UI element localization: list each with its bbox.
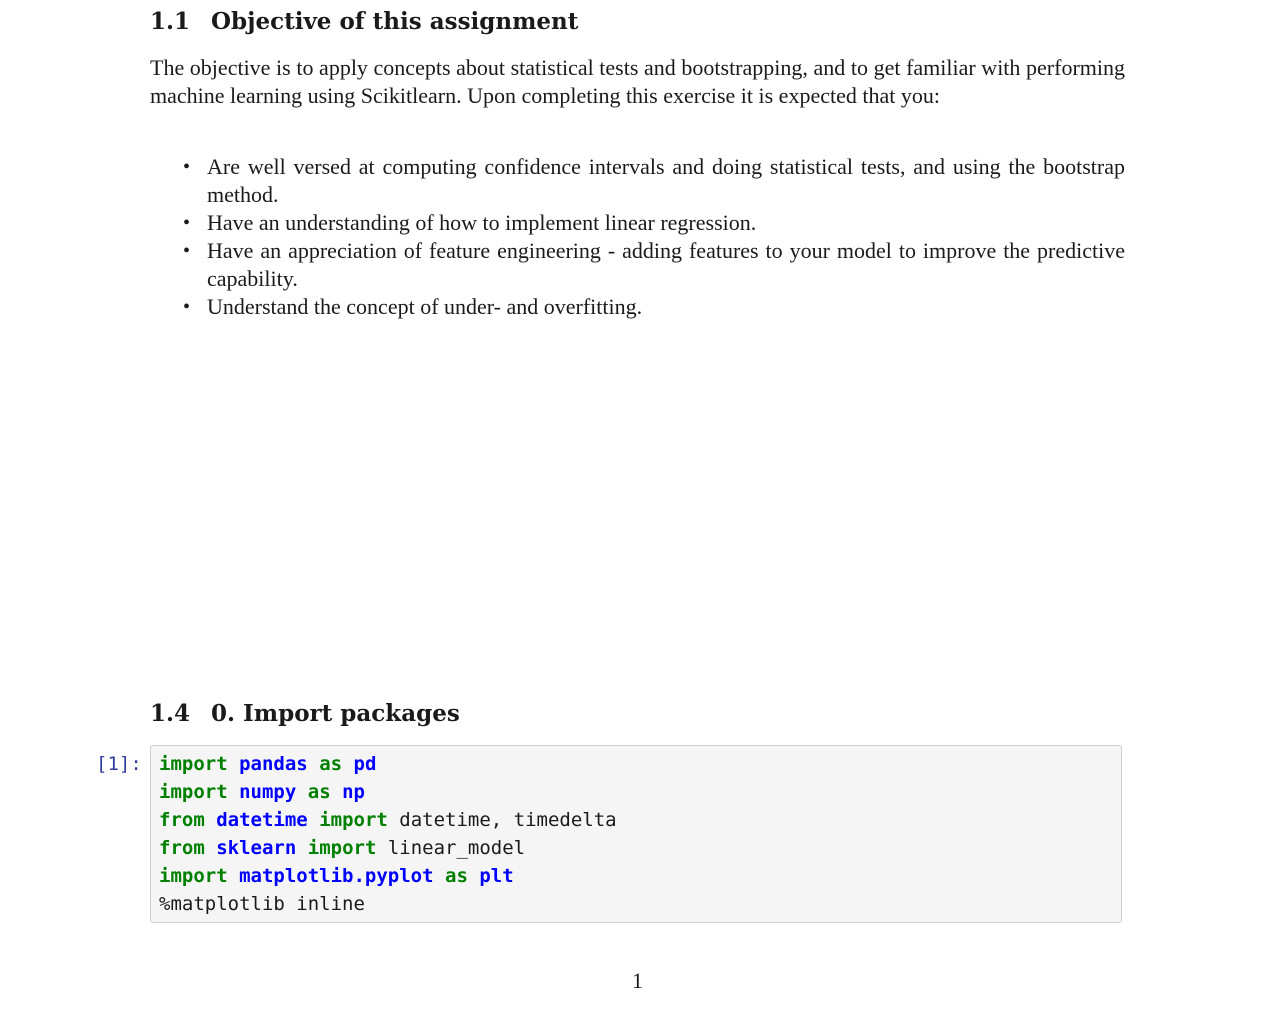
code-text <box>308 753 319 775</box>
code-line <box>159 750 1113 778</box>
list-item <box>150 209 1125 237</box>
bullet-icon: • <box>183 296 191 318</box>
code-identifier: pd <box>353 753 377 775</box>
code-line <box>159 806 1113 834</box>
code-text <box>308 809 319 831</box>
code-text <box>296 837 307 859</box>
code-line <box>159 834 1113 862</box>
code-identifier: pandas <box>239 753 308 775</box>
code-text <box>468 865 479 887</box>
code-keyword: import <box>159 781 228 803</box>
code-text <box>205 809 216 831</box>
code-keyword: from <box>159 837 205 859</box>
code-keyword: from <box>159 809 205 831</box>
code-text: datetime, timedelta <box>387 809 617 831</box>
code-keyword: as <box>307 781 331 803</box>
code-line <box>159 862 1113 890</box>
code-line <box>159 778 1113 806</box>
objective-text: Have an understanding of how to implement linear regression. <box>207 210 757 235</box>
section-number: 1.4 <box>150 700 191 727</box>
code-keyword: import <box>159 865 228 887</box>
code-identifier: matplotlib.pyplot <box>239 865 434 887</box>
code-text: %matplotlib inline <box>159 893 365 915</box>
bullet-icon: • <box>183 240 191 262</box>
code-text <box>434 865 445 887</box>
list-item <box>150 237 1125 293</box>
code-keyword: import <box>319 809 388 831</box>
page-number: 1 <box>632 968 643 993</box>
objective-text: Are well versed at computing confidence intervals and doing statistical tests, and using the bootstrap method. <box>207 154 1125 207</box>
section-title: Objective of this assignment <box>211 8 579 35</box>
code-keyword: as <box>319 753 343 775</box>
bullet-icon: • <box>183 212 191 234</box>
code-line <box>159 890 1113 918</box>
objective-text: Have an appreciation of feature engineering - adding features to your model to improve the predictive capability. <box>207 238 1125 291</box>
objective-text: Understand the concept of under- and overfitting. <box>207 294 643 319</box>
section-number: 1.1 <box>150 8 191 35</box>
code-identifier: plt <box>479 865 514 887</box>
code-keyword: as <box>445 865 468 887</box>
code-text <box>296 781 307 803</box>
list-item <box>150 293 1125 321</box>
code-text <box>228 781 239 803</box>
cell-prompt: [1]: <box>96 753 142 775</box>
code-text <box>205 837 216 859</box>
section-heading-objective <box>150 8 578 35</box>
code-keyword: import <box>307 837 377 859</box>
code-identifier: np <box>342 781 365 803</box>
objectives-list <box>150 153 1125 321</box>
code-text <box>342 753 353 775</box>
section-title: 0. Import packages <box>211 700 460 727</box>
code-identifier: datetime <box>216 809 308 831</box>
code-keyword: import <box>159 753 228 775</box>
code-text <box>228 865 239 887</box>
code-text: linear_model <box>376 837 526 859</box>
intro-paragraph: The objective is to apply concepts about statistical tests and bootstrapping, and to get familiar with performing machine learning using Scikitlearn. Upon completing this exercise it is expected that you: <box>150 55 1125 108</box>
code-cell[interactable] <box>150 745 1122 923</box>
code-identifier: numpy <box>239 781 297 803</box>
list-item <box>150 153 1125 209</box>
bullet-icon: • <box>183 156 191 178</box>
code-identifier: sklearn <box>216 837 297 859</box>
section-heading-import-packages <box>150 700 460 727</box>
code-text <box>228 753 239 775</box>
code-text <box>331 781 342 803</box>
